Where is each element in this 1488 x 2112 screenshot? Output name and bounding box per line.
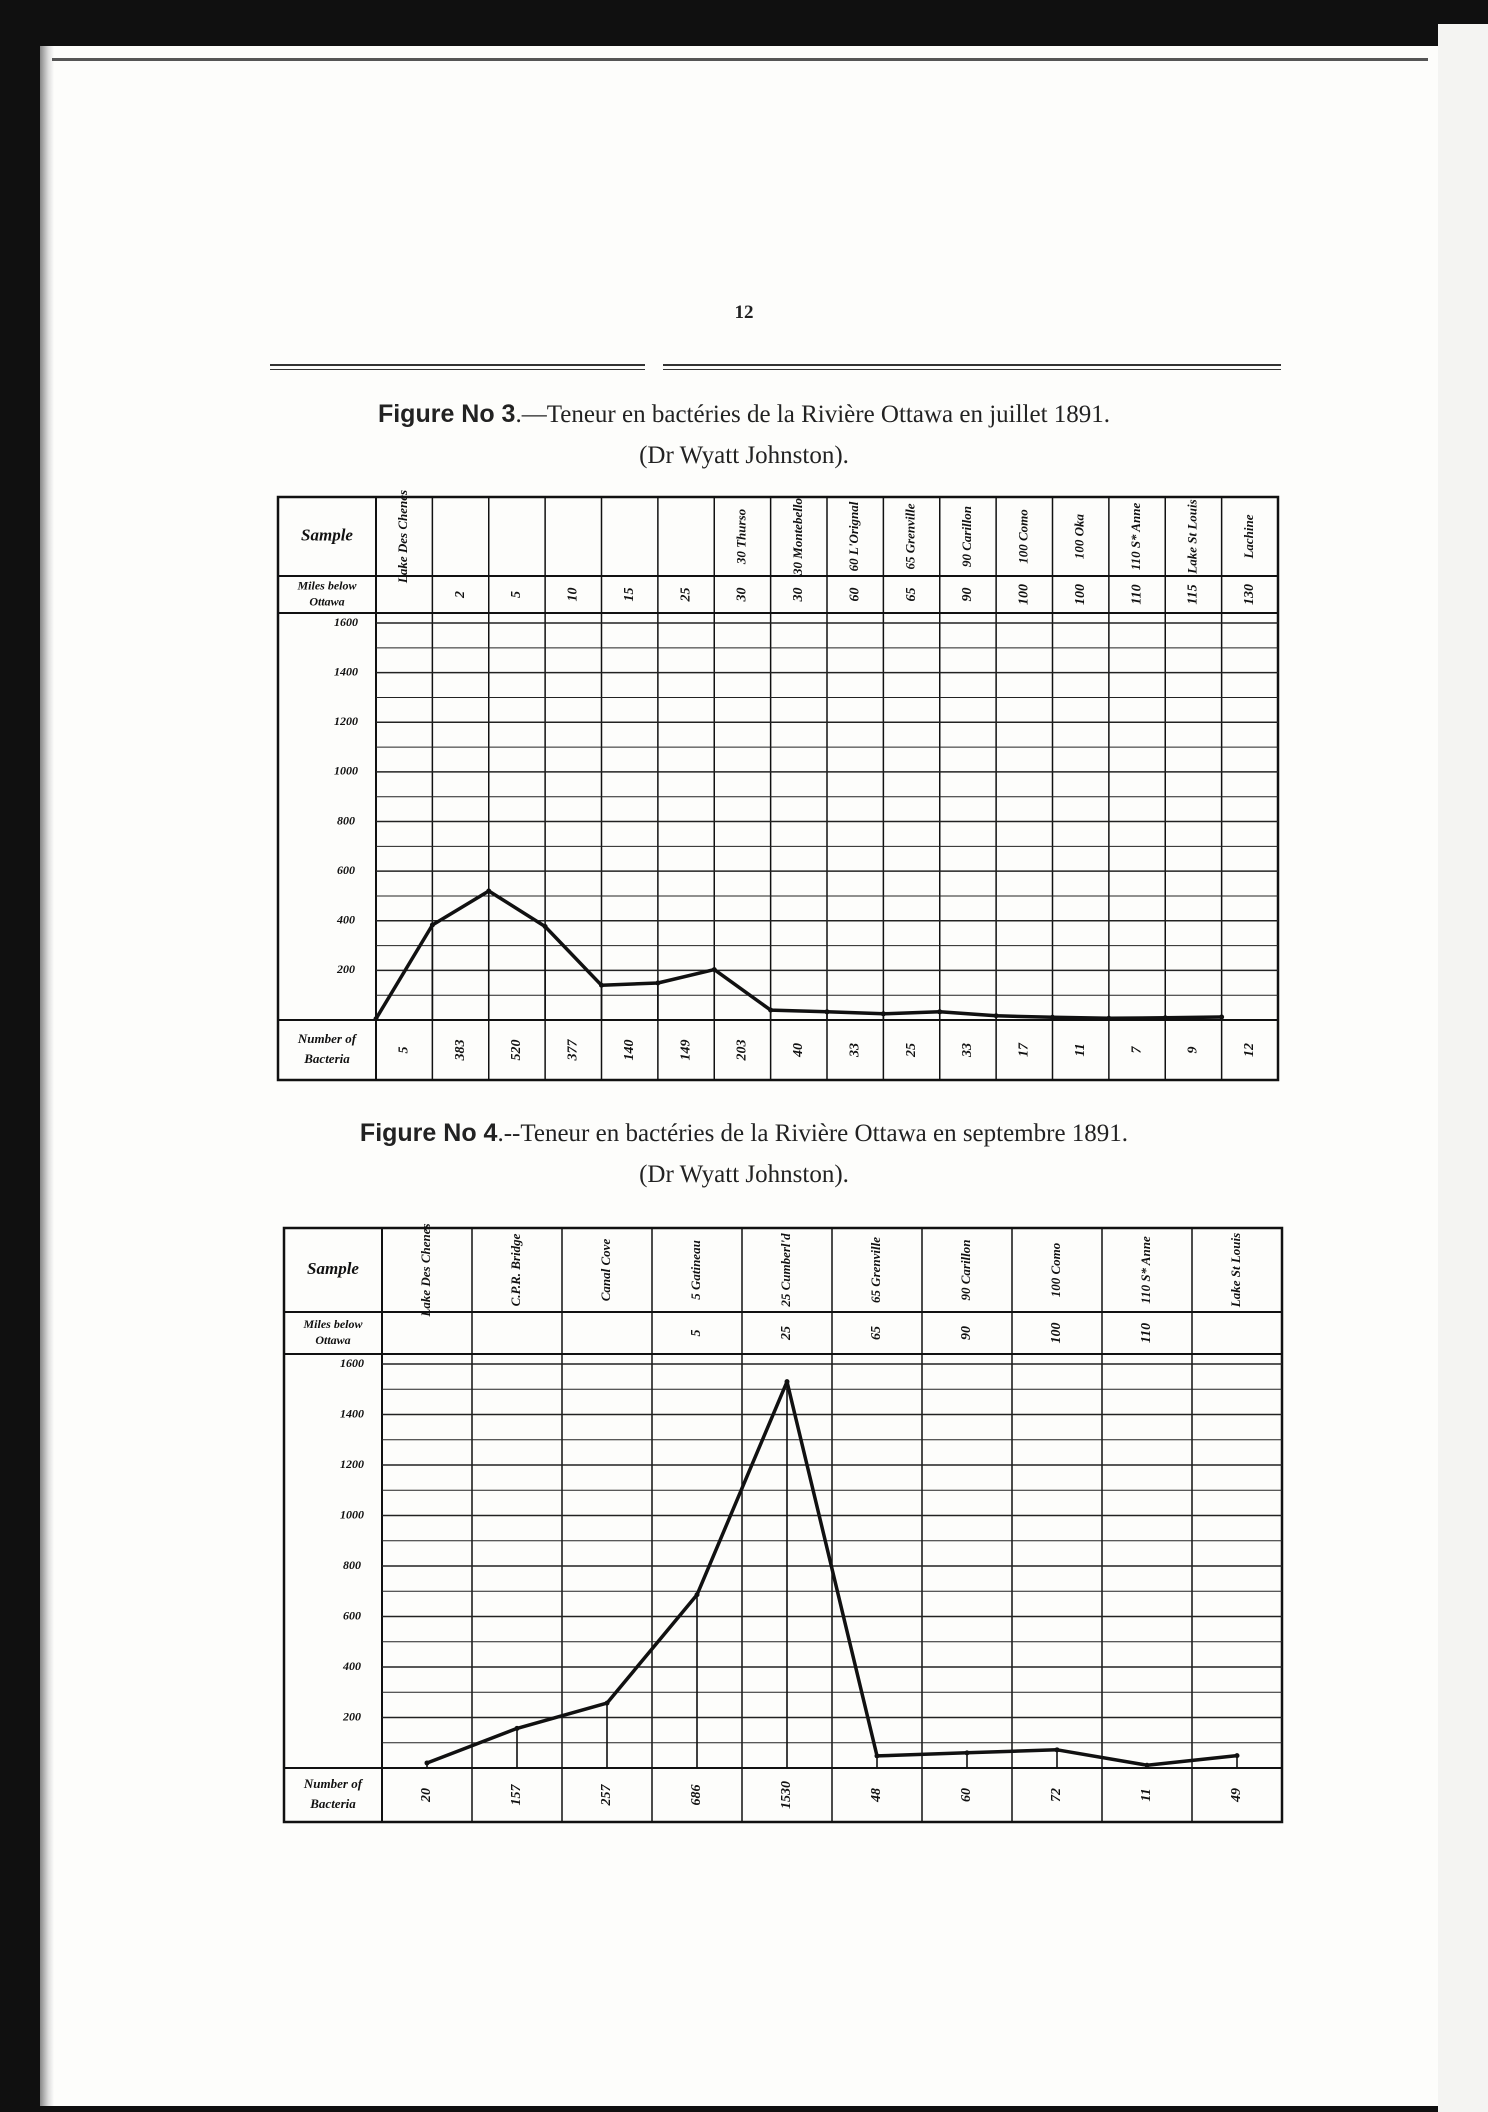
y-tick-label: 1000 <box>334 763 358 778</box>
miles-value: 100 <box>1016 584 1032 605</box>
y-tick-label: 1400 <box>340 1406 364 1421</box>
sample-name: Canal Cove <box>597 1238 613 1302</box>
bacteria-count-label: 1530 <box>779 1781 795 1809</box>
bacteria-count-label: 11 <box>1139 1788 1155 1802</box>
miles-value: 130 <box>1242 584 1258 605</box>
miles-value: 5 <box>689 1329 705 1337</box>
bacteria-count-label: 140 <box>621 1039 637 1061</box>
miles-value: 65 <box>869 1326 885 1340</box>
sample-name: 5 Gatineau <box>687 1240 703 1300</box>
y-tick-label: 1400 <box>334 664 358 679</box>
header-rule-left <box>270 364 645 370</box>
miles-value: 110 <box>1129 584 1145 605</box>
bacteria-count-label: 149 <box>678 1039 694 1061</box>
bacteria-count-label: 686 <box>689 1784 705 1806</box>
bacteria-count-label: 17 <box>1016 1043 1032 1057</box>
miles-value: 30 <box>791 587 807 602</box>
sample-name: 90 Carillon <box>957 1239 973 1301</box>
bacteria-count-label: 203 <box>734 1039 750 1061</box>
sample-row-label: Sample <box>307 1258 359 1278</box>
miles-value: 15 <box>621 587 637 602</box>
figure-3-title: .—Teneur en bactéries de la Rivière Ottawa en juillet 1891. <box>515 401 1111 428</box>
y-tick-label: 1600 <box>334 614 358 629</box>
figure-4-title: .--Teneur en bactéries de la Rivière Ottawa en septembre 1891. <box>497 1120 1129 1147</box>
document-page <box>40 46 1438 2106</box>
y-tick-label: 1200 <box>334 714 358 728</box>
miles-value: 25 <box>779 1326 795 1340</box>
figure-3-caption <box>0 400 1488 429</box>
sample-name: 30 Thurso <box>733 508 749 565</box>
bacteria-count-label: 60 <box>959 1788 975 1802</box>
bacteria-count-label: 33 <box>847 1043 863 1057</box>
sample-name: 90 Carillon <box>958 505 974 568</box>
figure-4-caption <box>0 1119 1488 1148</box>
figure-3-label: Figure No 3 <box>377 400 516 428</box>
bacteria-row-label: Number of <box>303 1775 363 1791</box>
sample-row-label: Sample <box>301 525 353 545</box>
page-top-border <box>52 58 1428 61</box>
miles-row-label: Ottawa <box>309 594 345 609</box>
miles-value: 90 <box>959 1326 975 1340</box>
miles-value: 65 <box>903 587 919 602</box>
bacteria-count-label: 20 <box>419 1788 435 1802</box>
figure-3-author: (Dr Wyatt Johnston). <box>639 442 849 469</box>
sample-name: 65 Grenville <box>902 503 918 570</box>
y-tick-label: 400 <box>337 912 355 927</box>
sample-name: 25 Cumberl'd <box>777 1233 793 1307</box>
sample-name: 110 S* Anne <box>1137 1236 1153 1304</box>
bacteria-count-label: 257 <box>599 1784 615 1806</box>
sample-name: 100 Como <box>1047 1242 1063 1298</box>
bacteria-row-label: Number of <box>297 1030 357 1046</box>
bacteria-count-label: 520 <box>509 1039 525 1061</box>
sample-name: Lake St Louis <box>1184 499 1200 574</box>
miles-value: 5 <box>509 591 525 598</box>
miles-value: 100 <box>1049 1322 1065 1344</box>
page-number: 12 <box>734 302 754 323</box>
bacteria-count-label: 49 <box>1229 1788 1245 1802</box>
bacteria-count-label: 33 <box>960 1043 976 1057</box>
y-tick-label: 800 <box>337 813 355 828</box>
miles-value: 110 <box>1139 1322 1155 1344</box>
miles-value: 90 <box>960 587 976 602</box>
y-tick-label: 800 <box>343 1557 361 1572</box>
page-binding-edge <box>40 46 54 2106</box>
miles-value: 115 <box>1185 584 1201 605</box>
sample-name: C.P.R. Bridge <box>507 1233 523 1307</box>
sample-name: Lake Des Chenes <box>417 1223 433 1317</box>
y-tick-label: 1200 <box>340 1456 364 1471</box>
sample-name: 65 Grenville <box>867 1236 883 1304</box>
y-tick-label: 600 <box>343 1608 361 1623</box>
bacteria-row-label: Bacteria <box>310 1795 356 1811</box>
bacteria-count-label: 48 <box>869 1788 885 1802</box>
bacteria-count-label: 5 <box>396 1046 412 1054</box>
y-tick-label: 1000 <box>340 1507 364 1522</box>
header-rule-right <box>663 364 1281 370</box>
bacteria-row-label: Bacteria <box>304 1050 350 1066</box>
bacteria-count-label: 12 <box>1242 1043 1258 1057</box>
sample-name: 100 Oka <box>1071 513 1087 560</box>
bacteria-count-label: 157 <box>509 1784 525 1806</box>
figure-4-author: (Dr Wyatt Johnston). <box>639 1161 849 1188</box>
sample-name: 110 S* Anne <box>1128 502 1144 571</box>
y-tick-label: 1600 <box>340 1355 364 1370</box>
bacteria-count-label: 377 <box>565 1039 581 1061</box>
sample-name: Lake Des Chenes <box>395 489 411 584</box>
y-tick-label: 200 <box>343 1709 361 1724</box>
miles-row-label: Miles below <box>303 1316 363 1331</box>
bacteria-count-label: 11 <box>1072 1043 1088 1057</box>
figure-4-label: Figure No 4 <box>359 1119 498 1147</box>
miles-value: 100 <box>1072 584 1088 605</box>
sample-name: 30 Montebello <box>789 498 805 575</box>
sample-name: Lake St Louis <box>1227 1232 1243 1308</box>
next-page-edge <box>1438 24 1488 2112</box>
sample-name: 60 L'Orignal <box>846 501 862 572</box>
miles-value: 60 <box>847 587 863 602</box>
y-tick-label: 600 <box>337 862 355 877</box>
bacteria-count-label: 7 <box>1129 1046 1145 1054</box>
miles-value: 2 <box>452 591 468 598</box>
miles-value: 10 <box>565 587 581 602</box>
miles-row-label: Miles below <box>297 578 357 593</box>
sample-name: Lachine <box>1240 514 1256 559</box>
y-tick-label: 200 <box>337 962 355 977</box>
sample-name: 100 Como <box>1015 509 1031 564</box>
bacteria-count-label: 383 <box>452 1039 468 1061</box>
bacteria-count-label: 9 <box>1185 1046 1201 1054</box>
bacteria-count-label: 25 <box>903 1043 919 1057</box>
bacteria-count-label: 40 <box>791 1043 807 1057</box>
miles-row-label: Ottawa <box>315 1332 351 1347</box>
miles-value: 25 <box>678 587 694 602</box>
miles-value: 30 <box>734 587 750 602</box>
bacteria-count-label: 72 <box>1049 1788 1065 1802</box>
y-tick-label: 400 <box>343 1658 361 1673</box>
